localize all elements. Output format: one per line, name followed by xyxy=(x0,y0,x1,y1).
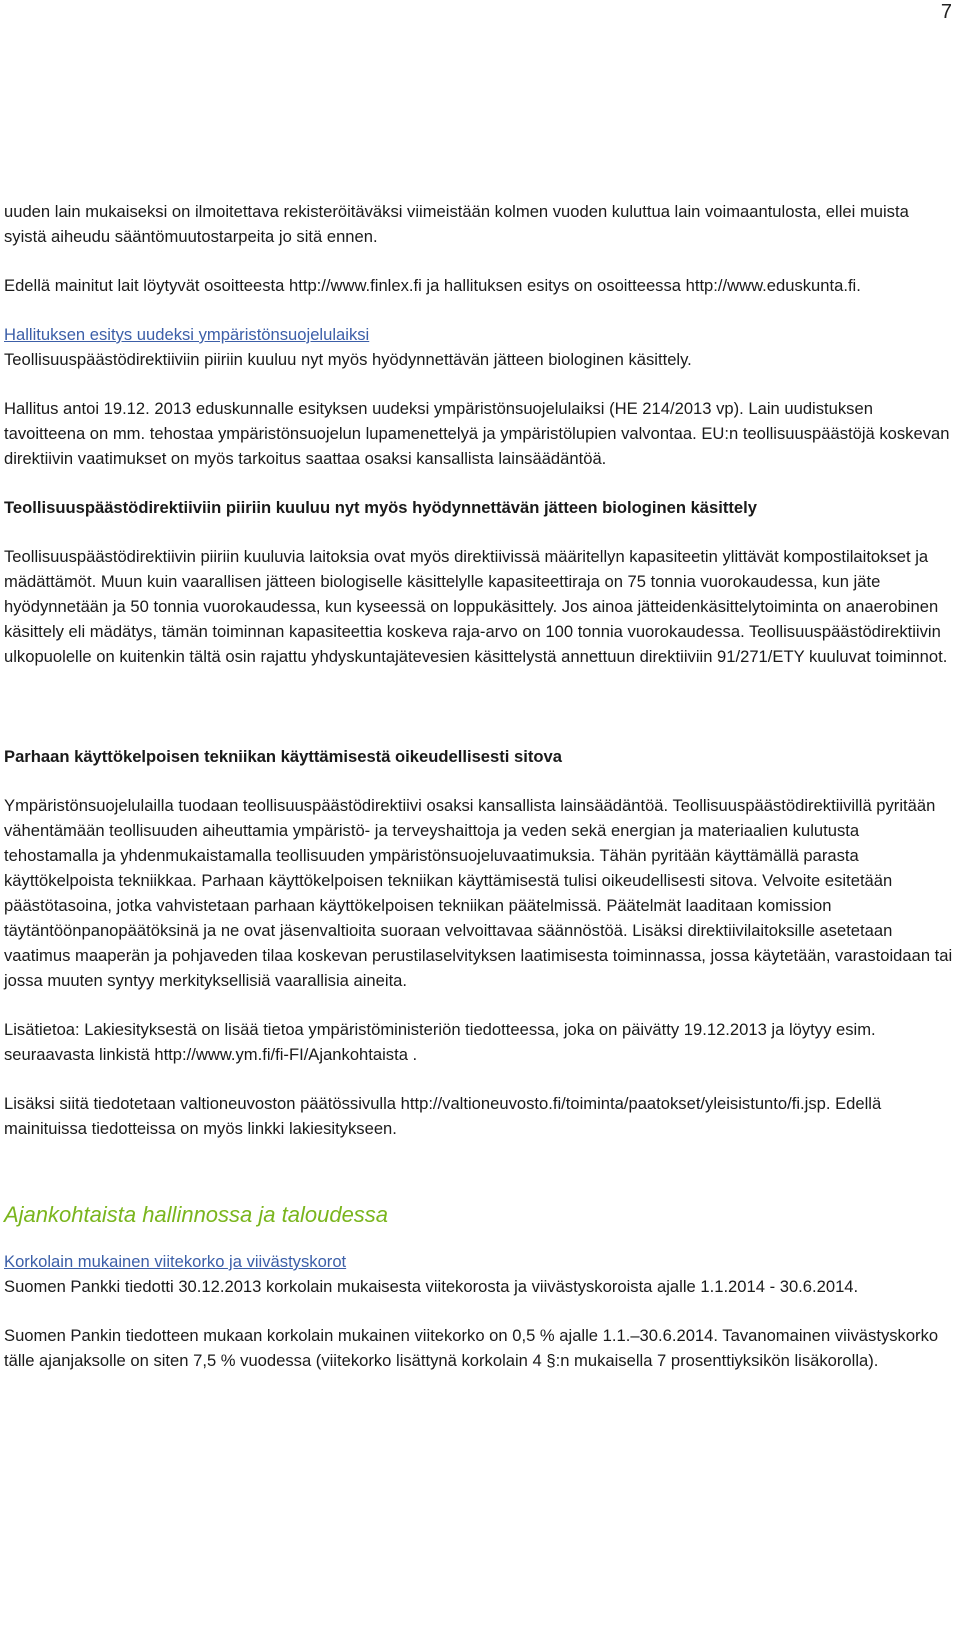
heading-bat-binding: Parhaan käyttökelpoisen tekniikan käyttämisestä oikeudellisesti sitova xyxy=(4,747,562,766)
paragraph-ied-scope-intro: Teollisuuspäästödirektiiviin piiriin kuuluu nyt myös hyödynnettävän jätteen biologinen käsittely. xyxy=(4,350,692,369)
paragraph-government-proposal: Hallitus antoi 19.12. 2013 eduskunnalle esityksen uudeksi ympäristönsuojelulaiksi (HE 214/2013 vp). Lain uudistuksen tavoitteena on mm. tehostaa ympäristönsuojelun lupamenettelyä ja ympäristölupien valvontaa. EU:n teollisuuspäästöjä koskevan direktiivin vaatimukset on myös tarkoitus saattaa osaksi kansallista lainsäädäntöä. xyxy=(4,399,950,468)
paragraph-bat: Ympäristönsuojelulailla tuodaan teollisuuspäästödirektiivi osaksi kansallista lainsäädäntöä. Teollisuuspäästödirektiivillä pyritään vähentämään teollisuuden aiheuttamia ympäristö- ja terveyshaittoja ja veden sekä energian ja materiaalien kulutusta tehostamalla ja yhdenmukaistamalla teollisuuden ympäristönsuojeluvaatimuksia. Tähän pyritään käyttämällä parasta käyttökelpoista tekniikkaa. Parhaan käyttökelpoisen tekniikan käyttämisestä tulisi oikeudellisesti sitova. Velvoite esitetään päästötasoina, jotka vahvistetaan parhaan käyttökelpoisen tekniikan päätelmissä. Päätelmät laaditaan komission täytäntöönpanopäätöksinä ja ne ovat jäsenvaltioita suoraan velvoittavaa säännöstöä. Lisäksi direktiivilaitoksille asetetaan vaatimus maaperän ja pohjaveden tilaa koskevan perustilaselvityksen laatimisesta toiminnassa, jossa käytetään, varastoidaan tai jossa muuten syntyy merkityksellisiä vaarallisia aineita. xyxy=(4,796,953,990)
paragraph-more-info: Lisätietoa: Lakiesityksestä on lisää tietoa ympäristöministeriön tiedotteessa, joka on päivätty 19.12.2013 ja löytyy esim. seuraavasta linkistä http://www.ym.fi/fi-FI/Ajankohtaista . xyxy=(4,1020,876,1064)
section-heading-administration: Ajankohtaista hallinnossa ja taloudessa xyxy=(4,1202,389,1227)
link-reference-rate[interactable]: Korkolain mukainen viitekorko ja viivästyskorot xyxy=(4,1252,347,1271)
link-government-proposal[interactable]: Hallituksen esitys uudeksi ympäristönsuojelulaiksi xyxy=(4,325,370,344)
paragraph-council-page: Lisäksi siitä tiedotetaan valtioneuvoston päätössivulla http://valtioneuvosto.fi/toiminta/paatokset/yleisistunto/fi.jsp. Edellä mainituissa tiedotteissa on myös linkki lakiesitykseen. xyxy=(4,1094,882,1138)
paragraph-law-registration: uuden lain mukaiseksi on ilmoitettava rekisteröitäväksi viimeistään kolmen vuoden kuluttua lain voimaantulosta, ellei muista syistä aiheudu sääntömuutostarpeita jo sitä ennen. xyxy=(4,202,909,246)
paragraph-interest-rates: Suomen Pankin tiedotteen mukaan korkolain mukainen viitekorko on 0,5 % ajalle 1.1.–30.6.2014. Tavanomainen viivästyskorko tälle ajanjaksolle on siten 7,5 % vuodessa (viitekorko lisättynä korkolain 4 §:n mukaisella 7 prosenttiyksikön lisäkorolla). xyxy=(4,1326,939,1370)
document-body xyxy=(4,199,954,1373)
paragraph-biological-treatment: Teollisuuspäästödirektiivin piiriin kuuluvia laitoksia ovat myös direktiivissä määritellyn kapasiteetin ylittävät kompostilaitokset ja mädättämöt. Muun kuin vaarallisen jätteen biologiselle käsittelylle kapasiteettiraja on 75 tonnia vuorokaudessa, kun jäte hyödynnetään ja 50 tonnia vuorokaudessa, kun kyseessä on loppukäsittely. Jos ainoa jätteidenkäsittelytoiminta on anaerobinen käsittely eli mädätys, tämän toiminnan kapasiteettia koskeva raja-arvo on 100 tonnia vuorokaudessa. Teollisuuspäästödirektiivin ulkopuolelle on kuitenkin tältä osin rajattu yhdyskuntajätevesien käsittelystä annettuun direktiiviin 91/271/ETY kuuluvat toiminnot. xyxy=(4,547,948,666)
heading-biological-treatment: Teollisuuspäästödirektiiviin piiriin kuuluu nyt myös hyödynnettävän jätteen biologinen käsittely xyxy=(4,498,757,517)
page-number: 7 xyxy=(940,1,952,23)
paragraph-law-links: Edellä mainitut lait löytyvät osoitteesta http://www.finlex.fi ja hallituksen esitys on osoitteessa http://www.eduskunta.fi. xyxy=(4,276,861,295)
paragraph-bank-announcement: Suomen Pankki tiedotti 30.12.2013 korkolain mukaisesta viitekorosta ja viivästyskoroista ajalle 1.1.2014 - 30.6.2014. xyxy=(4,1277,859,1296)
